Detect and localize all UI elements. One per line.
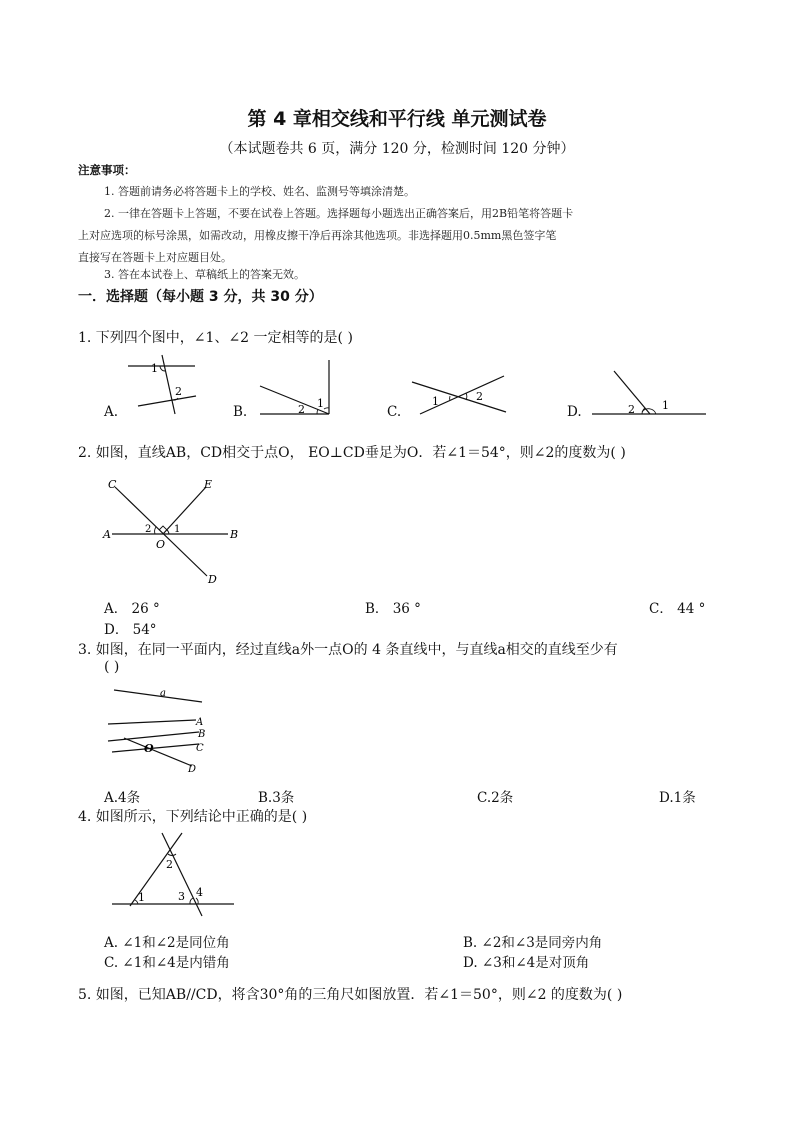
question-3-stem: 3. 如图，在同一平面内，经过直线a外一点O的 4 条直线中，与直线a相交的直线至少有: [78, 642, 618, 658]
q4-label-4: 4: [196, 886, 203, 899]
q4-option-a[interactable]: A. ∠1和∠2是同位角: [104, 935, 230, 951]
q1-option-a[interactable]: A.: [104, 404, 119, 420]
q3-label-A: A: [196, 717, 204, 728]
q3-label-O: O: [144, 742, 154, 755]
q1-figure-d: [590, 368, 708, 420]
q4-label-2: 2: [166, 858, 173, 871]
q1b-label-1: 1: [317, 397, 324, 410]
q4-option-c[interactable]: C. ∠1和∠4是内错角: [104, 955, 230, 971]
page-title: 第 4 章相交线和平行线 单元测试卷: [247, 108, 547, 130]
q1-figure-a: [120, 352, 200, 422]
q2-label-b: B: [230, 528, 239, 541]
q1-figure-b: [255, 358, 335, 420]
q2-label-o: O: [156, 538, 166, 551]
notes-heading: 注意事项：: [78, 163, 136, 177]
q3-option-d[interactable]: D.1条: [659, 790, 696, 806]
q1-figure-c: [410, 372, 510, 418]
note-line-3: 上对应选项的标号涂黑，如需改动，用橡皮擦干净后再涂其他选项。非选择题用0.5mm黑色签字笔: [78, 229, 557, 242]
q3-option-a[interactable]: A.4条: [104, 790, 141, 806]
q2-label-angle-1: 1: [174, 524, 181, 535]
q2-option-b[interactable]: B． 36 °: [365, 601, 421, 617]
q2-label-d: D: [208, 573, 217, 586]
q4-figure: [110, 830, 238, 922]
note-line-2: 2. 一律在答题卡上答题，不要在试卷上答题。选择题每小题选出正确答案后，用2B铅笔将答题卡: [104, 207, 574, 220]
q1-option-d[interactable]: D.: [567, 404, 582, 420]
q2-label-a: A: [103, 528, 111, 541]
q2-option-a[interactable]: A． 26 °: [104, 601, 160, 617]
section-heading-choice: 一．选择题（每小题 3 分，共 30 分）: [78, 289, 323, 305]
q4-option-d[interactable]: D. ∠3和∠4是对顶角: [463, 955, 590, 971]
q2-label-c: C: [108, 478, 117, 491]
q3-label-C: C: [196, 743, 204, 754]
question-1-stem: 1. 下列四个图中，∠1、∠2 一定相等的是( ): [78, 330, 353, 346]
q4-option-b[interactable]: B. ∠2和∠3是同旁内角: [463, 935, 603, 951]
q3-label-D: D: [188, 764, 197, 775]
q3-option-b[interactable]: B.3条: [258, 790, 295, 806]
q3-figure: [104, 684, 214, 776]
q2-option-d[interactable]: D． 54°: [104, 622, 157, 638]
q1-option-c[interactable]: C.: [387, 404, 402, 420]
q2-figure: [100, 474, 245, 588]
note-line-1: 1. 答题前请务必将答题卡上的学校、姓名、监测号等填涂清楚。: [104, 185, 415, 198]
q1a-label-1: 1: [151, 362, 158, 375]
q2-label-e: E: [204, 478, 213, 491]
q3-label-B: B: [198, 729, 206, 740]
question-2-stem: 2. 如图，直线AB，CD相交于点O， EO⊥CD垂足为O．若∠1＝54°，则∠2的度数为( ): [78, 445, 626, 461]
page-subtitle: （本试题卷共 6 页，满分 120 分，检测时间 120 分钟）: [219, 141, 575, 157]
question-5-stem: 5. 如图，已知AB//CD，将含30°角的三角尺如图放置．若∠1＝50°，则∠2 的度数为( ): [78, 987, 623, 1003]
q1b-label-2: 2: [298, 403, 305, 416]
q1-option-b[interactable]: B.: [233, 404, 248, 420]
q1c-label-1: 1: [432, 395, 439, 408]
note-line-4: 直接写在答题卡上对应题目处。: [78, 251, 232, 264]
q1c-label-2: 2: [476, 390, 483, 403]
q4-label-3: 3: [178, 890, 185, 903]
q2-option-c[interactable]: C． 44 °: [649, 601, 706, 617]
q1d-label-1: 1: [662, 399, 669, 412]
question-4-stem: 4. 如图所示，下列结论中正确的是( ): [78, 809, 308, 825]
q2-label-angle-2: 2: [145, 524, 152, 535]
note-line-5: 3. 答在本试卷上、草稿纸上的答案无效。: [104, 268, 305, 281]
question-3-stem-cont: ( ): [104, 659, 120, 675]
q4-label-1: 1: [138, 891, 145, 904]
q3-option-c[interactable]: C.2条: [477, 790, 514, 806]
q1d-label-2: 2: [628, 403, 635, 416]
q3-label-a-line: a: [160, 688, 166, 699]
q1a-label-2: 2: [175, 385, 182, 398]
